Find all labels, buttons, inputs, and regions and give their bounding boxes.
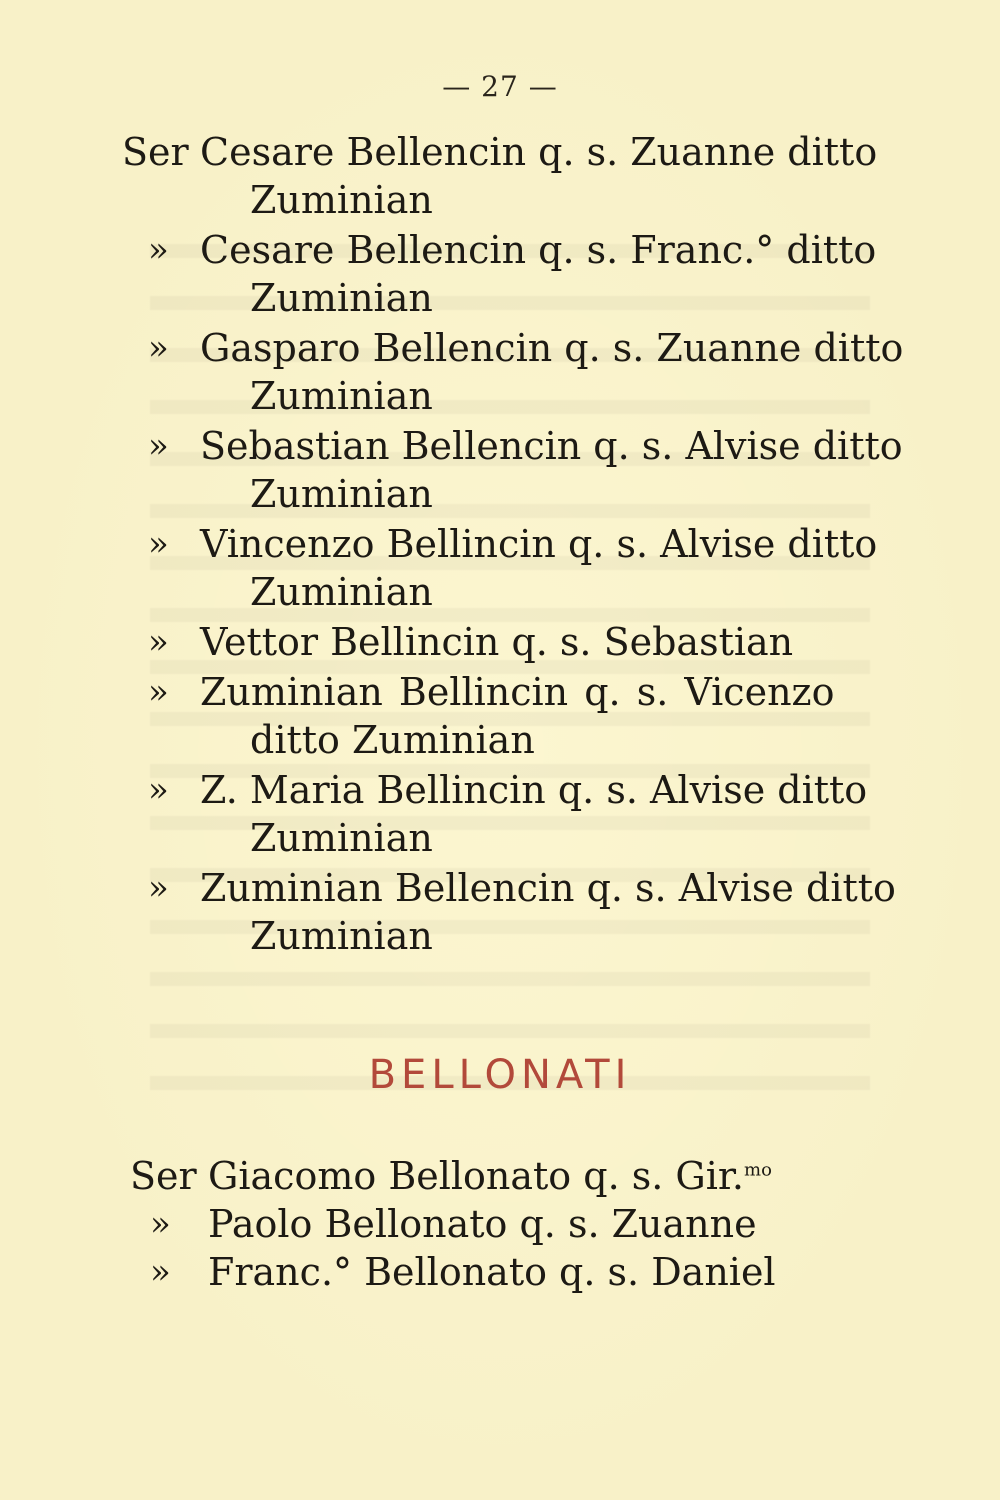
ditto-mark: » [148,868,169,908]
entry-line: Zuminian Bellincin q. s. Vicenzo [200,670,835,714]
entry-continuation: Zuminian [250,472,433,516]
entry-prefix: Ser [122,130,189,174]
entry-line [208,1152,772,1200]
ditto-mark: » [148,328,169,368]
entry-continuation: Zuminian [250,570,433,614]
entry-line: Cesare Bellencin q. s. Franc.° ditto [200,228,877,272]
ditto-mark: » [150,1204,171,1244]
entry-superscript: mo [744,1159,772,1181]
section-heading: BELLONATI [368,1052,632,1098]
ditto-mark: » [148,672,169,712]
entry-continuation: Zuminian [250,276,433,320]
ditto-mark: » [148,426,169,466]
entry-line: Vincenzo Bellincin q. s. Alvise ditto [200,522,878,566]
entry-continuation: Zuminian [250,178,433,222]
entry-line: Sebastian Bellencin q. s. Alvise ditto [200,424,903,468]
ditto-mark: » [148,622,169,662]
page-number: — 27 — [442,70,558,103]
entry-continuation: ditto Zuminian [250,718,535,762]
entry-prefix: Ser [130,1154,197,1198]
entry-continuation: Zuminian [250,374,433,418]
entry-continuation: Zuminian [250,914,433,958]
entry-line: Vettor Bellincin q. s. Sebastian [200,620,794,664]
entry-line: Franc.° Bellonato q. s. Daniel [208,1250,776,1294]
ditto-mark: » [150,1252,171,1292]
entry-line: Paolo Bellonato q. s. Zuanne [208,1202,757,1246]
entry-line: Gasparo Bellencin q. s. Zuanne ditto [200,326,904,370]
ditto-mark: » [148,524,169,564]
entry-continuation: Zuminian [250,816,433,860]
ditto-mark: » [148,770,169,810]
entry-line: Cesare Bellencin q. s. Zuanne ditto [200,130,878,174]
entry-line: Zuminian Bellencin q. s. Alvise ditto [200,866,896,910]
entry-line-text: Giacomo Bellonato q. s. Gir. [208,1154,744,1198]
entry-line: Z. Maria Bellincin q. s. Alvise ditto [200,768,868,812]
ditto-mark: » [148,230,169,270]
